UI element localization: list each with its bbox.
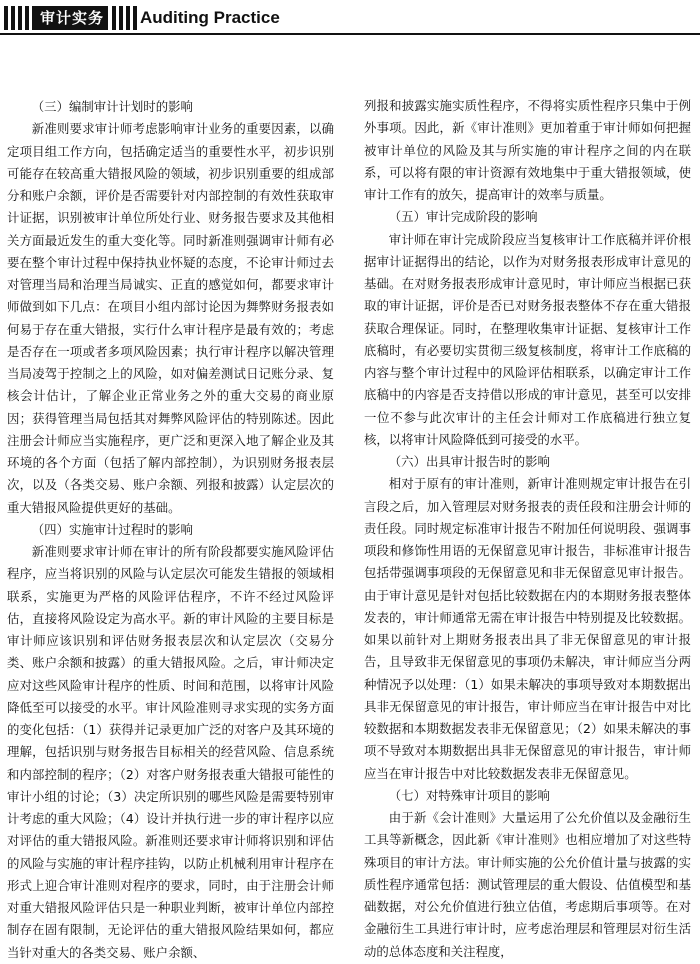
paragraph-5: 审计师在审计完成阶段应当复核审计工作底稿并评价根据审计证据得出的结论，以作为对财务报表形成审计意见的基础。在对财务报表形成审计意见时，审计师应当根据已获取的审计证据，评价是否已对财务报表整体不存在重大错报获取合理保证。同时，在整理收集审计证据、复核审计工作底稿时，有必要切实贯彻三级复核制度，将审计工作底稿的内容与整个审计过程中的风险评估相联系，以确定审计工作底稿中的内容是否支持借以形成的审计意见，甚至可以安排一位不参与此次审计的主任会计师对工作底稿进行独立复核，以将审计风险降低到可接受的水平。 [364,231,691,447]
section-heading-4: （四）实施审计过程时的影响 [31,521,193,537]
right-column [364,95,691,963]
section-tag: 审计实务 [36,6,108,30]
left-column [7,96,334,964]
journal-title: Auditing Practice [140,8,280,27]
section-heading-6: （六）出具审计报告时的影响 [388,454,550,469]
header-rule [0,33,700,35]
paragraph-3: 新准则要求审计师考虑影响审计业务的重要因素，以确定项目组工作方向，包括确定适当的重要性水平，初步识别可能存在较高重大错报风险的领域，初步识别重要的组成部分和账户余额，评价是否需要针对内部控制的有效性获取审计证据，识别被审计单位所处行业、财务报告要求及其他相关方面最近发生的重大变化等。同时新准则强调审计师有必要在整个审计过程中保持执业怀疑的态度，不论审计师过去对管理当局和治理当局诚实、正直的感觉如何，都要求审计师做到如下几点：在项目小组内部讨论因为舞弊财务报表如何易于存在重大错报，实行什么审计程序是最有效的；考虑是否存在一项或者多项风险因素；执行审计程序以解决管理当局凌驾于控制之上的风险，如对偏差测试日记账分录、复核会计估计，了解企业正常业务之外的重大交易的商业原因；获得管理当局包括其对舞弊风险评估的特别陈述。因此注册会计师应当实施程序，更广泛和更深入地了解企业及其环境的各个方面（包括了解内部控制），为识别财务报表层次，以及（各类交易、账户余额、列报和披露）认定层次的重大错报风险提供更好的基础。 [7,121,334,515]
paragraph-7: 由于新《会计准则》大量运用了公允价值以及金融衍生工具等新概念，因此新《审计准则》也相应增加了对这些特殊项目的审计方法。审计师实施的公允价值计量与披露的实质性程序通常包括：测试管理层的重大假设、估值模型和基础数据，对公允价值进行独立估值，考虑期后事项等。在对金融衍生工具进行审计时，应考虑治理层和管理层对衍生活动的总体态度和关注程度， [364,810,691,959]
decorative-bars-left [4,6,36,30]
page-header [0,0,700,34]
paragraph-4: 新准则要求审计师在审计的所有阶段都要实施风险评估程序，应当将识别的风险与认定层次可能发生错报的领域相联系，实施更为严格的风险评估程序，不许不经过风险评估，直接将风险设定为高水平。新的审计风险的主要目标是审计师应该识别和评估财务报表层次和认定层次（交易分类、账户余额和披露）的重大错报风险。之后，审计师决定应对这些风险审计程序的性质、时间和范围，以将审计风险降低至可以接受的水平。审计风险准则寻求实现的实务方面的变化包括：（1）获得并记录更加广泛的对客户及其环境的理解，包括识别与财务报告目标相关的经营风险、信息系统和内部控制的程序；（2）对客户财务报表重大错报可能性的审计小组的讨论；（3）决定所识别的哪些风险是需要特别审计考虑的重大风险；（4）设计并执行进一步的审计程序以应对评估的重大错报风险。新准则还要求审计师将识别和评估的风险与实施的审计程序挂钩，以防止机械利用审计程序在形式上迎合审计准则对程序的要求，同时，由于注册会计师对重大错报风险评估只是一种职业判断，被审计单位内部控制存在固有限制，无论评估的重大错报风险结果如何，都应当针对重大的各类交易、账户余额、 [7,544,334,960]
section-heading-3: （三）编制审计计划时的影响 [31,99,193,114]
section-heading-7: （七）对特殊审计项目的影响 [388,787,550,803]
section-heading-5: （五）审计完成阶段的影响 [388,209,538,225]
paragraph-4-continued: 列报和披露实施实质性程序，不得将实质性程序只集中于例外事项。因此，新《审计准则》更加着重于审计师如何把握被审计单位的风险及其与所实施的审计程序之间的内在联系，可以将有限的审计资源有效地集中于重大错报领域，使审计工作有的放矢，提高审计的效率与质量。 [364,98,691,202]
paragraph-6: 相对于原有的审计准则，新审计准则规定审计报告在引言段之后，加入管理层对财务报表的责任段和注册会计师的责任段。同时规定标准审计报告不附加任何说明段、强调事项段和修饰性用语的无保留意见审计报告，非标准审计报告包括带强调事项段的无保留意见和非无保留意见审计报告。由于审计意见是针对包括比较数据在内的本期财务报表整体发表的，审计师通常无需在审计报告中特别提及比较数据。如果以前针对上期财务报表出具了非无保留意见的审计报告，且导致非无保留意见的事项仍未解决，审计师应当分两种情况予以处理：（1）如果未解决的事项导致对本期数据出具非无保留意见的审计报告，审计师应当在审计报告中对比较数据和本期数据发表非无保留意见；（2）如果未解决的事项不导致对本期数据出具非无保留意见的审计报告，审计师应当在审计报告中对比较数据发表非无保留意见。 [364,476,691,781]
decorative-bars-right [112,6,137,30]
